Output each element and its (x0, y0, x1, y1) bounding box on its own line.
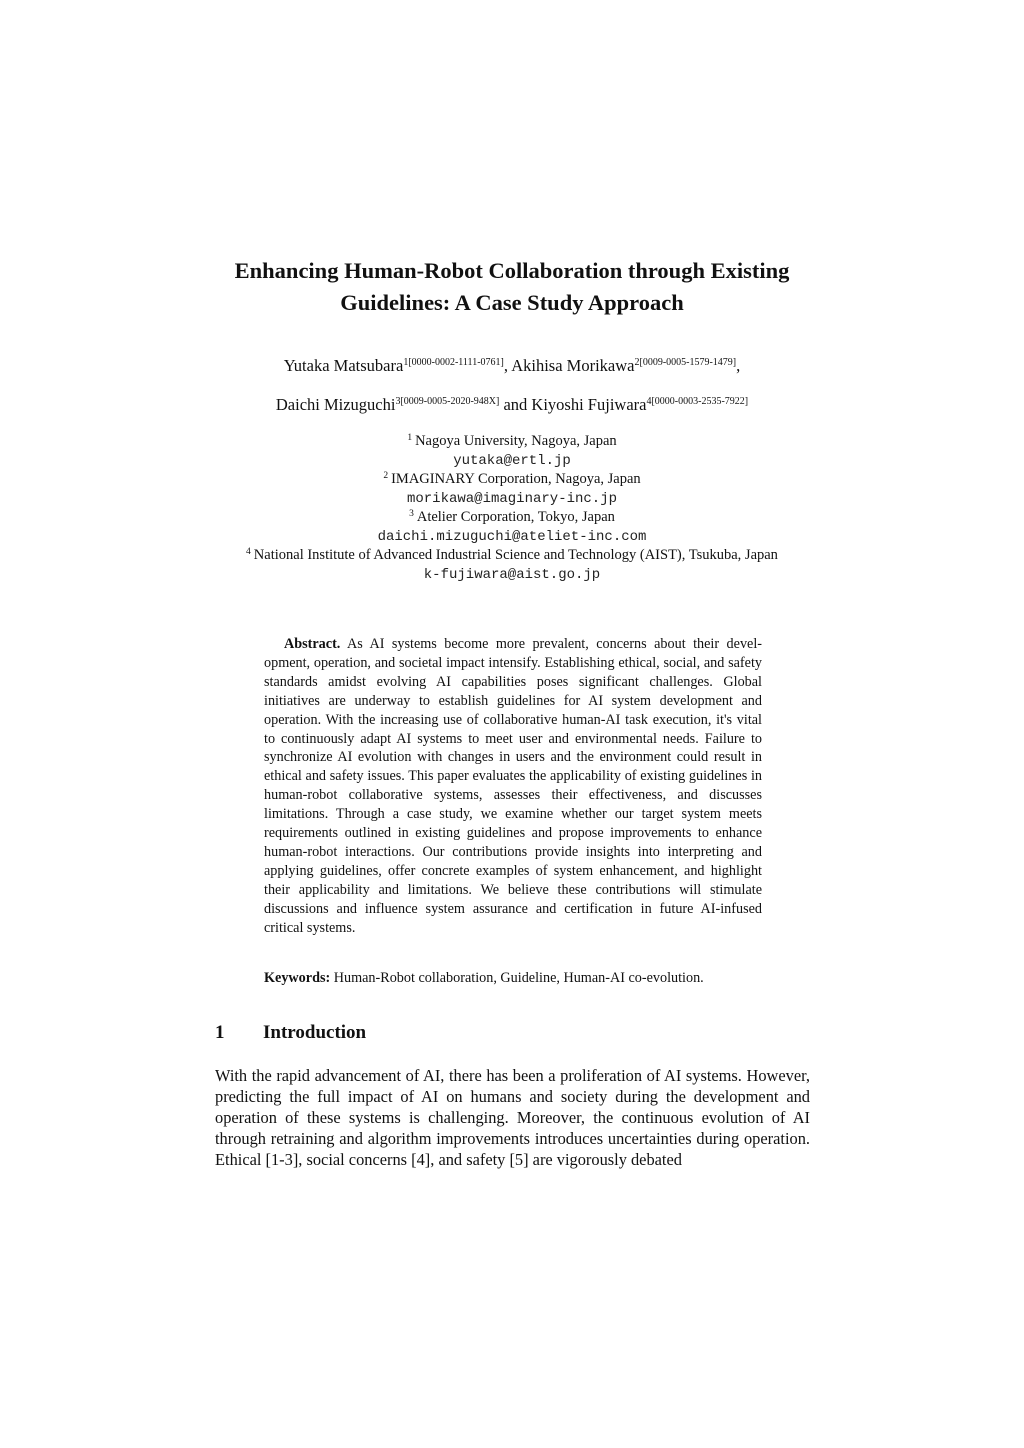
author-separator: and (499, 395, 532, 414)
section-number: 1 (215, 1022, 225, 1043)
abstract-label: Abstract. (284, 636, 341, 652)
author-separator: , (503, 356, 512, 375)
affiliation-email-line (100, 489, 924, 508)
affiliation (100, 508, 924, 527)
affiliation-email-line (100, 451, 924, 470)
author-name: Yutaka Matsubara (283, 356, 404, 375)
author-separator: , (736, 356, 741, 375)
affiliation-email-line (100, 565, 924, 584)
paper-title (140, 255, 884, 319)
affiliation-text: Atelier Corporation, Tokyo, Japan (416, 509, 615, 525)
author-orcid: 2[0009-0005-1579-1479] (634, 357, 737, 368)
affiliation-text: Nagoya University, Nagoya, Japan (415, 433, 617, 449)
title-line-1: Enhancing Human-Robot Collaboration through Existing (234, 258, 790, 283)
author-name: Akihisa Morikawa (511, 356, 635, 375)
abstract (264, 635, 762, 938)
email-link[interactable]: k-fujiwara@aist.go.jp (423, 567, 601, 583)
affiliation-text: National Institute of Advanced Industrial Science and Technology (AIST), Tsukuba, Japan (253, 547, 778, 563)
affiliation (100, 432, 924, 451)
affiliation-number: 3 (409, 509, 414, 519)
author-name: Kiyoshi Fujiwara (531, 395, 647, 414)
keywords-text: Human-Robot collaboration, Guideline, Human-AI co-evolution. (333, 970, 704, 986)
email-link[interactable]: yutaka@ertl.jp (453, 453, 571, 469)
author-orcid: 4[0000-0003-2535-7922] (646, 396, 749, 407)
author-name: Daichi Mizuguchi (275, 395, 396, 414)
keywords-label: Keywords: (264, 970, 331, 986)
affiliation-number: 2 (383, 471, 389, 481)
section-heading (215, 1020, 366, 1046)
affiliations (100, 432, 924, 584)
section-title: Introduction (263, 1022, 367, 1043)
author-orcid: 1[0000-0002-1111-0761] (403, 357, 504, 368)
keywords (264, 969, 784, 988)
title-line-2: Guidelines: A Case Study Approach (340, 290, 684, 315)
author-orcid: 3[0009-0005-2020-948X] (395, 396, 500, 407)
abstract-text: As AI systems become more prevalent, concerns about their development, operation, and societal impact intensify. Establishing ethical, social, and safety standards amidst evolving AI capabilities poses significant challenges. Global initiatives are underway to establish guidelines for AI system development and operation. With the increasing use of collaborative human-AI task execution, it's vital to continuously adapt AI systems to meet user and environmental needs. Failure to synchronize AI evolution with changes in users and the environment could result in ethical and safety issues. This paper evaluates the applicability of existing guidelines in human-robot collaborative systems, assesses their effectiveness, and discusses limitations. Through a case study, we examine whether our target system meets requirements outlined in existing guidelines and propose improvements to enhance human-robot interactions. Our contributions provide insights into interpreting and applying guidelines, offer concrete examples of system enhancement, and highlight their applicability and limitations. We believe these contributions will stimulate discussions and influence system assurance and certification in future AI-infused critical systems. (264, 636, 763, 936)
affiliation (100, 546, 924, 565)
affiliation-number: 1 (407, 433, 413, 443)
affiliation-number: 4 (246, 547, 251, 557)
email-link[interactable]: morikawa@imaginary-inc.jp (406, 491, 618, 507)
author-line-2 (140, 395, 884, 415)
affiliation (100, 470, 924, 489)
email-link[interactable]: daichi.mizuguchi@ateliet-inc.com (377, 529, 647, 545)
author-line-1 (140, 356, 884, 376)
intro-paragraph: With the rapid advancement of AI, there has been a proliferation of AI systems. However, predicting the full impact of AI on humans and society during the development and operation of these systems is challenging. Moreover, the continuous evolution of AI through retraining and algorithm improvements introduces uncertainties during operation. Ethical [1-3], social concerns [4], and safety [5] are vigorously debated (215, 1066, 810, 1169)
affiliation-email-line (100, 527, 924, 546)
affiliation-text: IMAGINARY Corporation, Nagoya, Japan (391, 471, 641, 487)
